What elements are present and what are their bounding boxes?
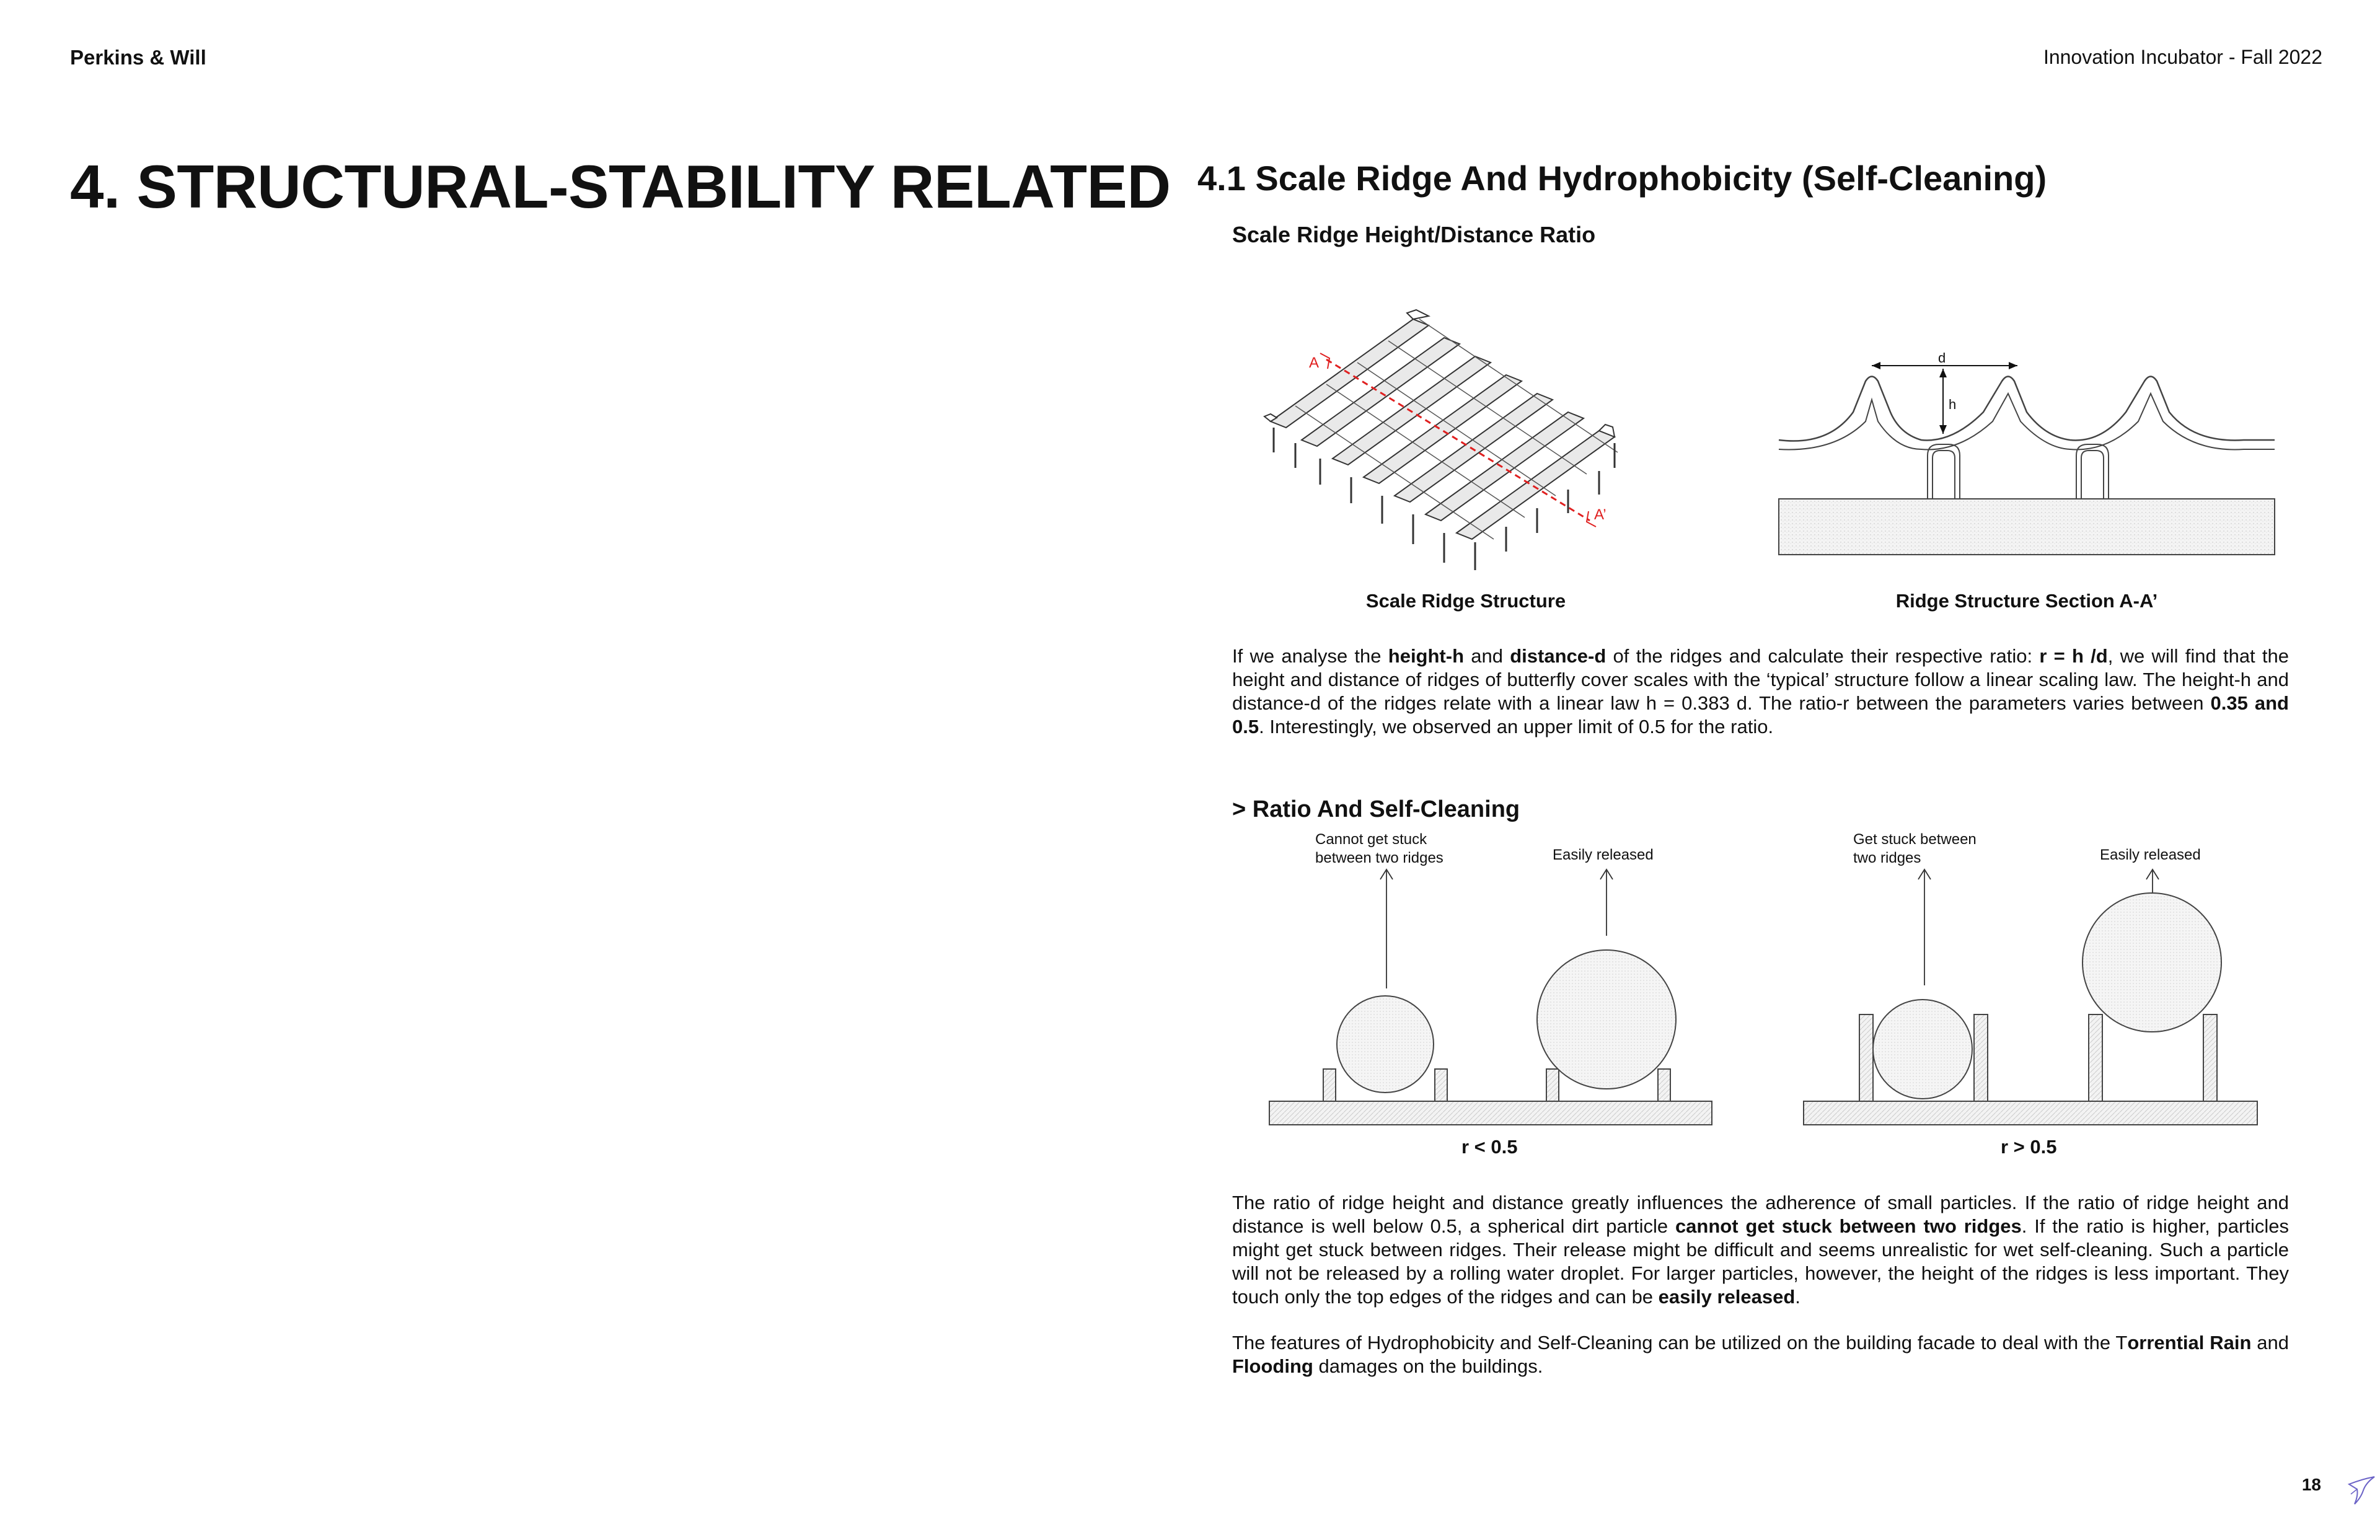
note-get-stuck: Get stuck between two ridges [1853,831,1977,866]
paragraph-ratio-analysis: If we analyse the height-h and distance-d of the ridges and calculate their respective ratio: r = h /d, we will find that the height and distance of ridges of butterfly cover scales with the ‘typical’ structure follow a linear scaling law. The height-h and distance-d of the ridges relate with a linear law h = 0.383 d. The ratio-r between the parameters varies between 0.35 and 0.5. Interestingly, we observed an upper limit of 0.5 for the ratio. [1232,645,2289,737]
particle-diagram-high-ratio [1797,865,2262,1128]
section-title: 4.1 Scale Ridge And Hydrophobicity (Self-Cleaning) [1197,159,2047,198]
note-easily-released-right: Easily released [2100,847,2201,863]
label-ratio-high: r > 0.5 [2001,1136,2057,1158]
note-cannot-get-stuck: Cannot get stuck between two ridges [1315,831,1443,866]
label-d: d [1938,350,1946,366]
note-easily-released-left: Easily released [1553,847,1654,863]
label-a-prime: A’ [1594,506,1606,523]
label-a: A [1309,354,1320,371]
caption-ridge-section: Ridge Structure Section A-A’ [1895,590,2158,612]
header-program: Innovation Incubator - Fall 2022 [2043,46,2322,68]
label-ratio-low: r < 0.5 [1461,1136,1518,1158]
page-number: 18 [2301,1475,2321,1494]
particle-diagram-low-ratio [1264,865,1717,1128]
scale-ridge-structure-figure [1258,291,1667,576]
paragraph-particle-adherence: The ratio of ridge height and distance greatly influences the adherence of small particles. If the ratio of ridge height and distance is well below 0.5, a spherical dirt particle cannot get stuck between two ridges. If the ratio is higher, particles might get stuck between ridges. Their release might be difficult and seems unrealistic for wet self-cleaning. Such a particle will not be released by a rolling water droplet. For larger particles, however, the height of the ridges is less important. They touch only the top edges of the ridges and can be easily released. [1232,1192,2289,1308]
ridge-section-figure [1773,344,2281,561]
bird-logo-icon [2346,1466,2377,1509]
header-brand: Perkins & Will [70,46,206,69]
paragraph-facade-application: The features of Hydrophobicity and Self-Cleaning can be utilized on the building facade to deal with the Torrential Rain and Flooding damages on the buildings. [1232,1332,2290,1377]
chapter-title: 4. STRUCTURAL-STABILITY RELATED [70,152,1171,221]
label-h: h [1949,397,1957,412]
subheading-ratio: Scale Ridge Height/Distance Ratio [1232,222,1596,247]
caption-scale-ridge-structure: Scale Ridge Structure [1365,590,1566,612]
ratio-self-cleaning-heading: > Ratio And Self-Cleaning [1232,796,1520,822]
